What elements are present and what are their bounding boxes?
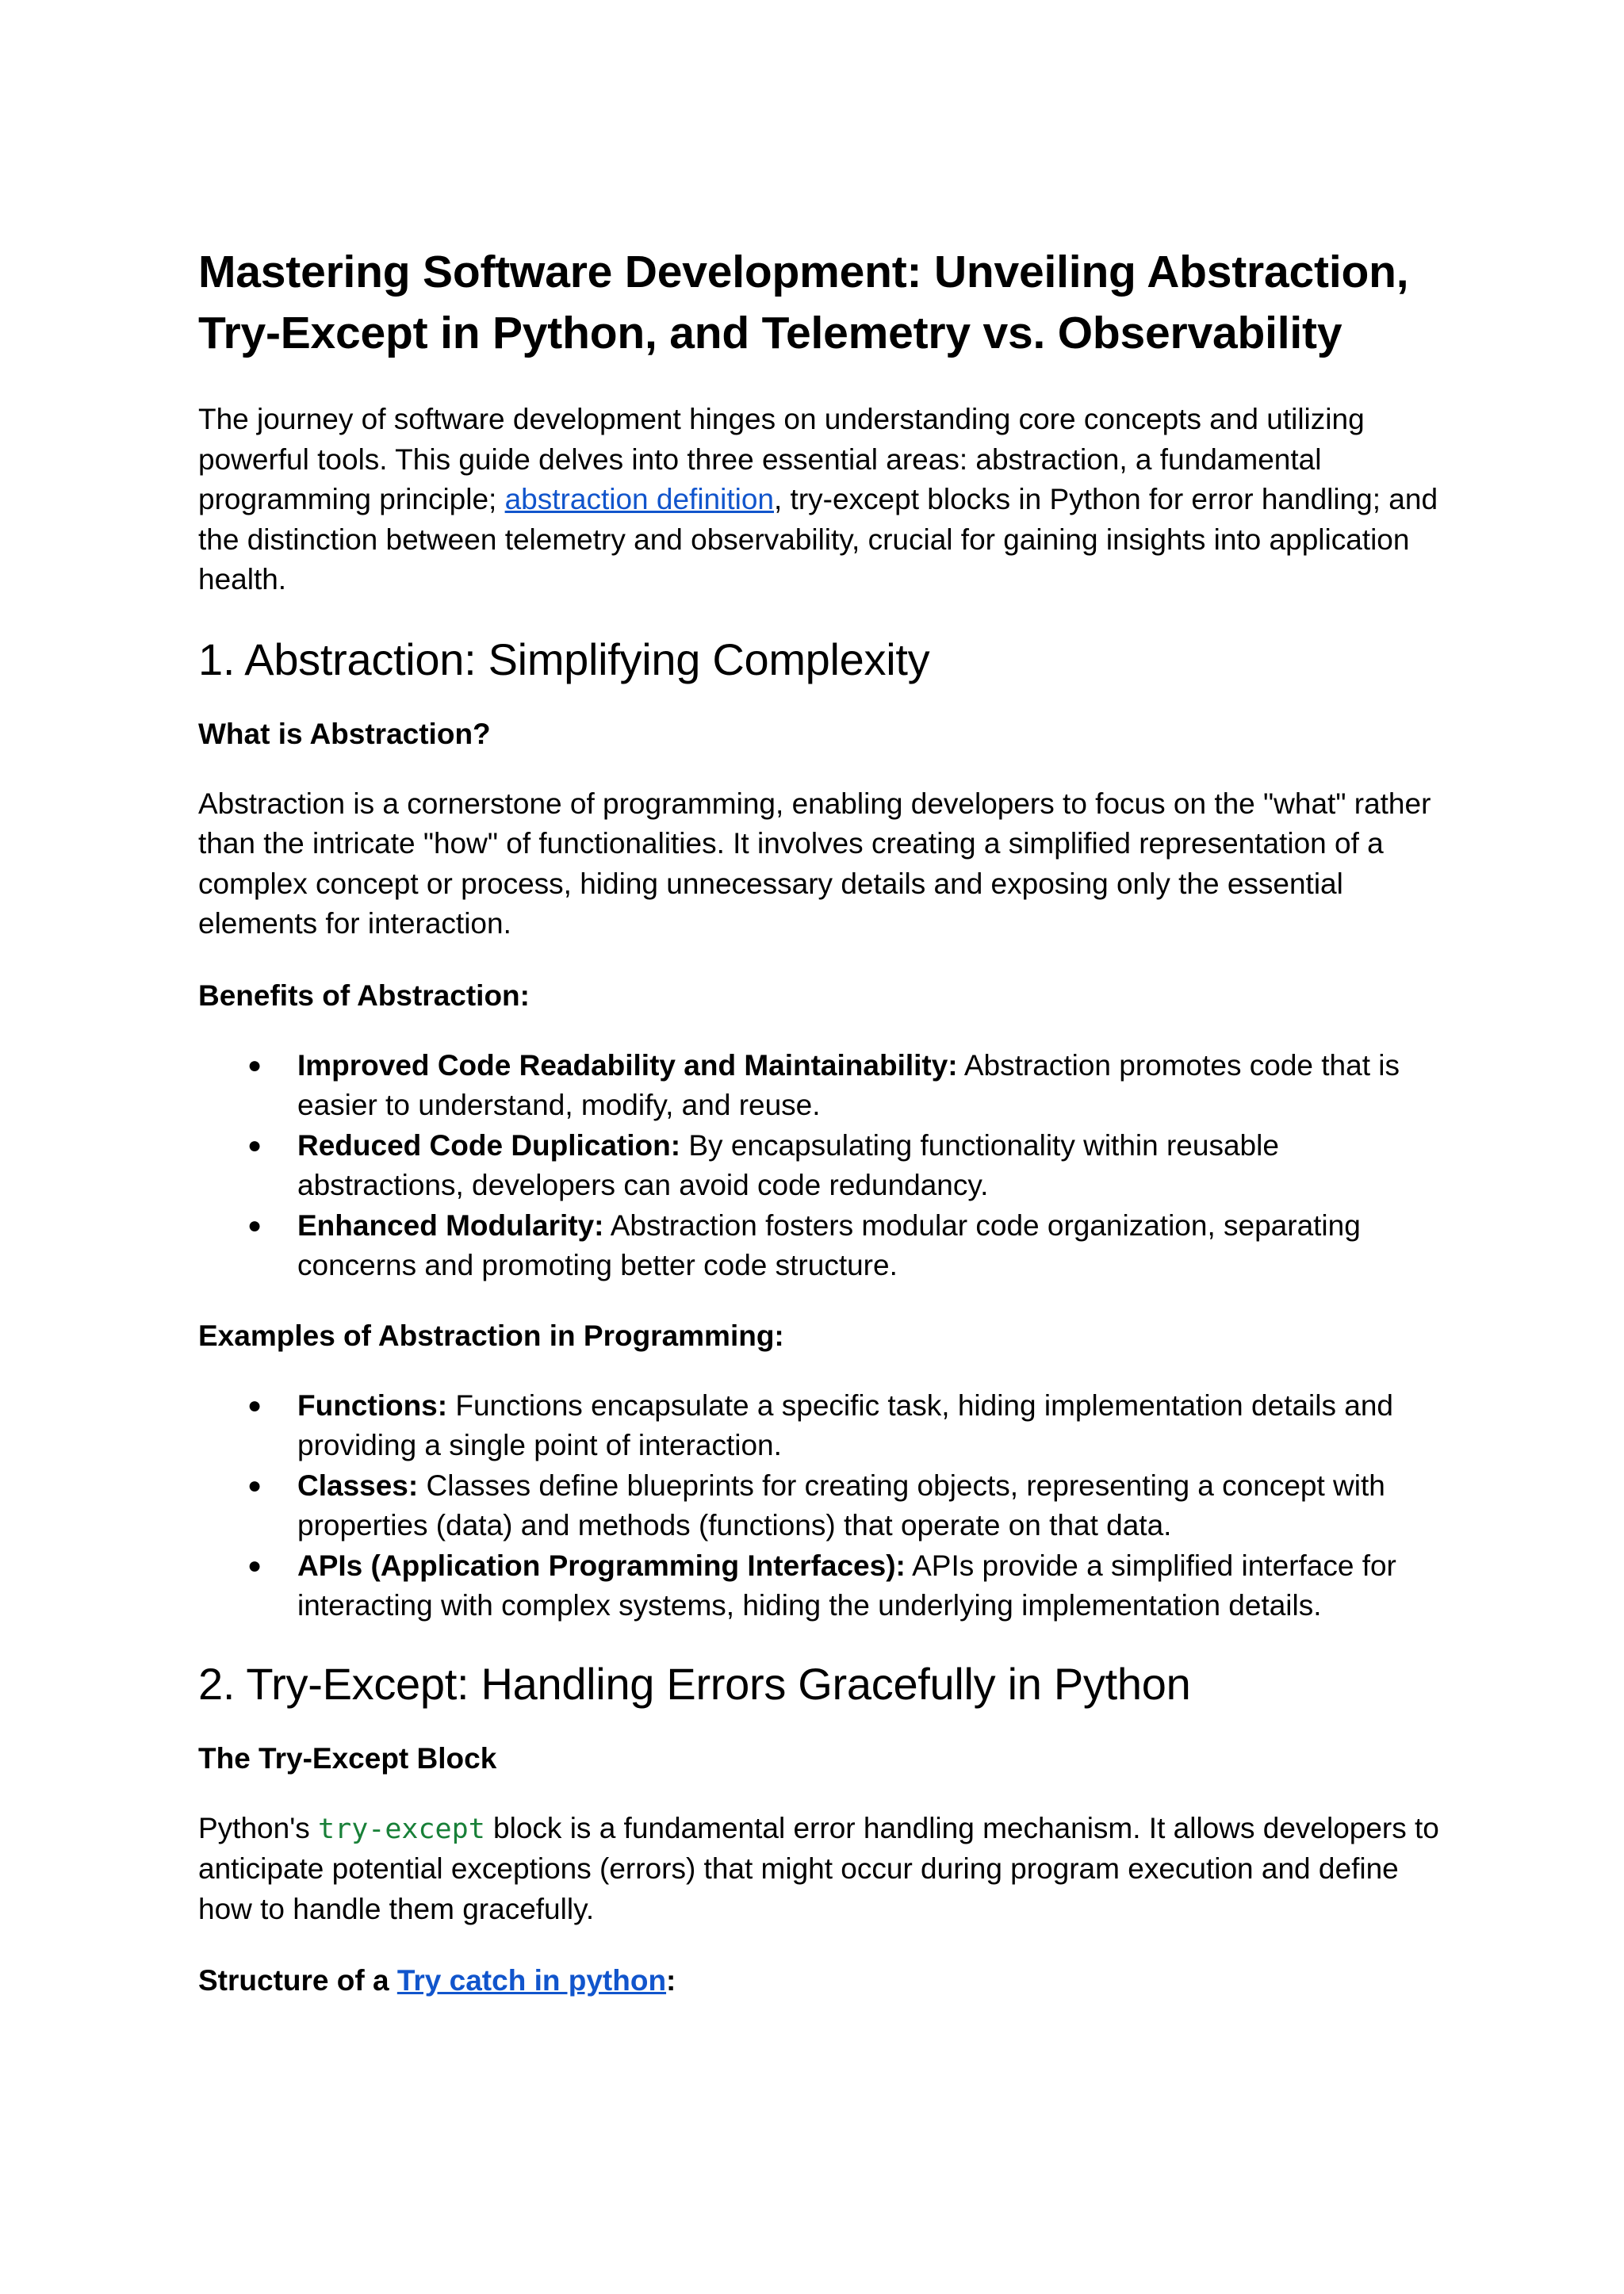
list-item: [198, 1206, 1451, 1286]
try-catch-python-link[interactable]: Try catch in python: [396, 1964, 667, 1997]
list-item-text: Abstraction fosters modular code organization, separating concerns and promoting better code structure.: [297, 1208, 1361, 1281]
intro-text-after: , try-except blocks in Python for error handling; and the distinction between telemetry and observability, crucial for gaining insights into application health.: [198, 483, 1438, 596]
benefits-list: [198, 1046, 1451, 1286]
try-except-paragraph: [198, 1809, 1451, 1930]
list-item: [198, 1466, 1451, 1546]
examples-heading: Examples of Abstraction in Programming:: [198, 1319, 784, 1352]
bullet-icon: ●: [247, 1132, 262, 1158]
list-item: [198, 1546, 1451, 1626]
structure-text-after: :: [666, 1964, 676, 1997]
try-except-block-heading: The Try-Except Block: [198, 1741, 497, 1775]
list-item-term: APIs (Application Programming Interfaces):: [297, 1549, 906, 1582]
bullet-icon: ●: [247, 1051, 262, 1078]
bullet-icon: ●: [247, 1552, 262, 1579]
list-item-text: APIs provide a simplified interface for interacting with complex systems, hiding the underlying implementation details.: [297, 1549, 1396, 1622]
list-item-text: Abstraction promotes code that is easier to understand, modify, and reuse.: [297, 1048, 1400, 1121]
structure-text-before: Structure of a: [198, 1964, 397, 1997]
document-title: Mastering Software Development: Unveiling Abstraction, Try-Except in Python, and Telemetry vs. Observability: [198, 247, 1409, 358]
list-item-term: Reduced Code Duplication:: [297, 1128, 681, 1162]
bullet-icon: ●: [247, 1472, 262, 1499]
bullet-icon: ●: [247, 1212, 262, 1239]
intro-text-before: The journey of software development hinges on understanding core concepts and utilizing powerful tools. This guide delves into three essential areas: abstraction, a fundamental programming principle;: [198, 403, 1365, 515]
list-item-text: Classes define blueprints for creating objects, representing a concept with properties (data) and methods (functions) that operate on that data.: [297, 1469, 1385, 1541]
try-except-code: try-except: [318, 1813, 485, 1845]
benefits-heading: Benefits of Abstraction:: [198, 978, 530, 1012]
what-is-abstraction-paragraph: Abstraction is a cornerstone of programming, enabling developers to focus on the "what" rather than the intricate "how" of functionalities. It involves creating a simplified representation of a complex concept or process, hiding unnecessary details and exposing only the essential elements for interaction.: [198, 787, 1431, 940]
abstraction-definition-link[interactable]: abstraction definition: [504, 483, 774, 515]
section-2-heading: 2. Try-Except: Handling Errors Gracefully in Python: [198, 1658, 1191, 1709]
document-page: [198, 242, 1451, 2031]
try-except-text-after: block is a fundamental error handling mechanism. It allows developers to anticipate potential exceptions (errors) that might occur during program execution and define how to handle them gracefully.: [198, 1811, 1439, 1925]
list-item-term: Classes:: [297, 1469, 419, 1502]
list-item: [198, 1046, 1451, 1126]
intro-paragraph: [198, 400, 1451, 600]
structure-heading: [198, 1961, 1451, 2001]
bullet-icon: ●: [247, 1392, 262, 1419]
list-item: [198, 1126, 1451, 1206]
list-item: [198, 1386, 1451, 1466]
list-item-text: By encapsulating functionality within reusable abstractions, developers can avoid code redundancy.: [297, 1128, 1279, 1201]
list-item-term: Improved Code Readability and Maintainability:: [297, 1048, 958, 1082]
try-except-text-before: Python's: [198, 1811, 319, 1844]
list-item-term: Functions:: [297, 1388, 448, 1422]
what-is-abstraction-heading: What is Abstraction?: [198, 717, 491, 750]
section-1-heading: 1. Abstraction: Simplifying Complexity: [198, 634, 930, 684]
examples-list: [198, 1386, 1451, 1626]
list-item-text: Functions encapsulate a specific task, hiding implementation details and providing a single point of interaction.: [297, 1388, 1394, 1461]
list-item-term: Enhanced Modularity:: [297, 1208, 604, 1242]
